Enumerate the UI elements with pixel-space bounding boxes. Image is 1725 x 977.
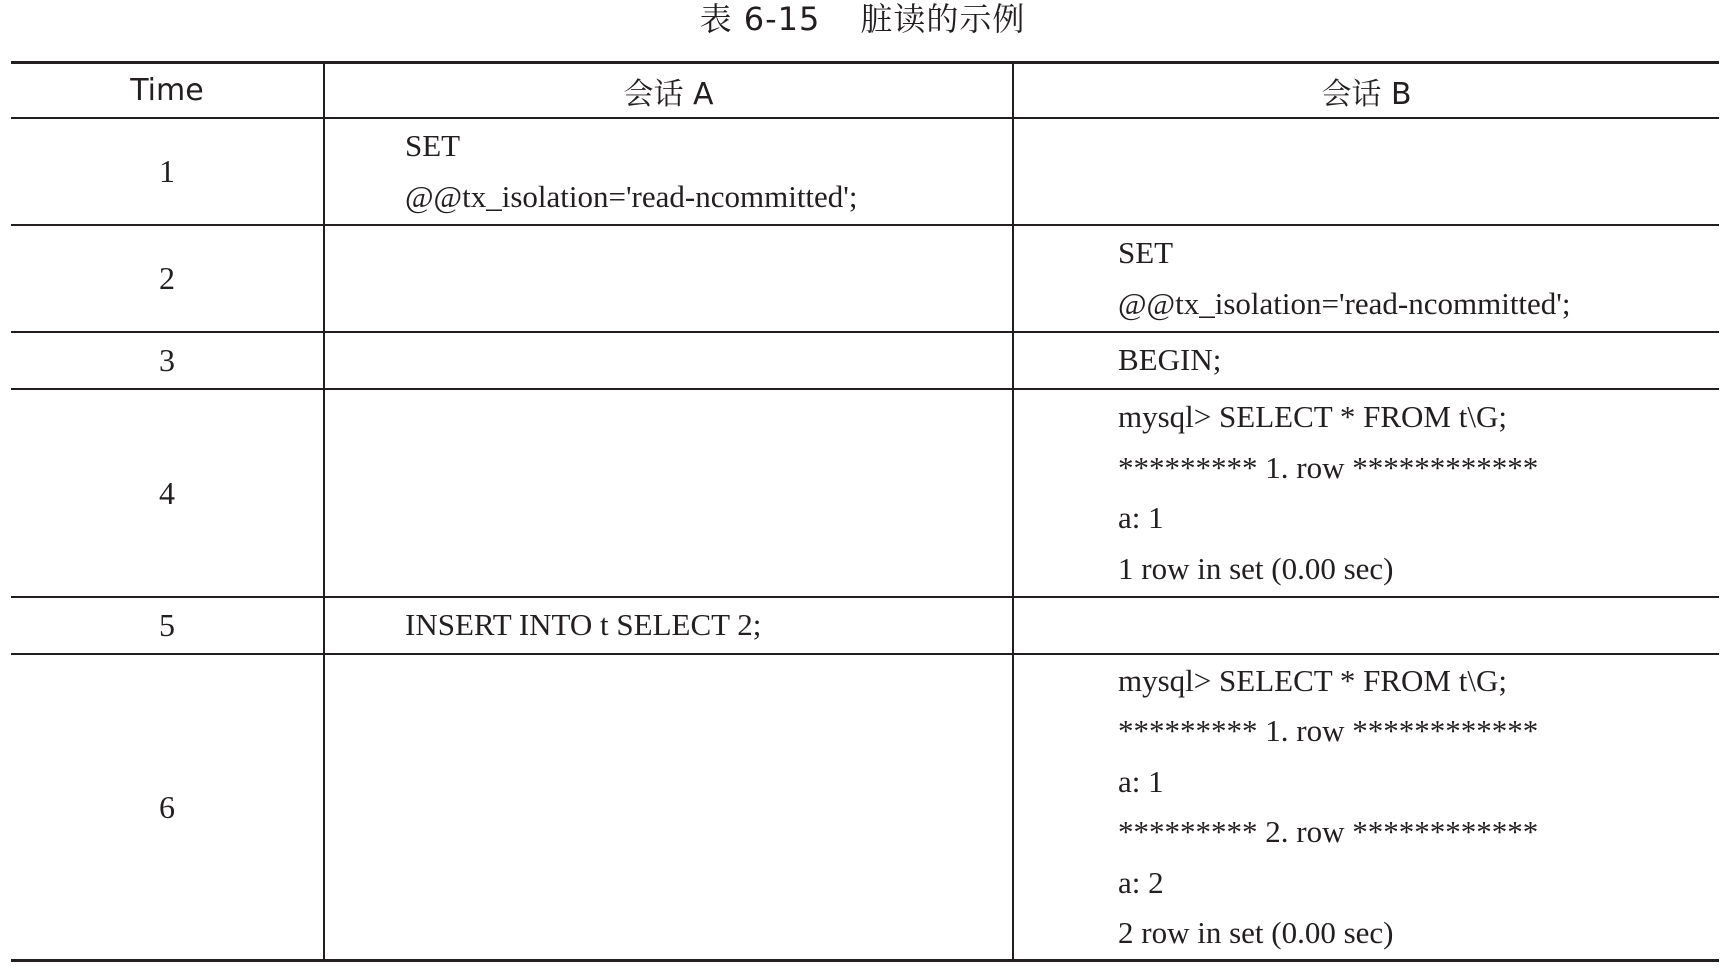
session-b-cell (1013, 389, 1719, 597)
table-row (11, 332, 1719, 389)
code-line: BEGIN; (1118, 342, 1222, 378)
time-cell: 4 (11, 389, 324, 597)
time-cell: 2 (11, 225, 324, 332)
code-line: ********* 2. row ************ (1118, 814, 1539, 849)
session-b-cell (1013, 118, 1719, 225)
time-cell: 6 (11, 654, 324, 961)
code-line: a: 2 (1118, 864, 1164, 900)
time-cell: 1 (11, 118, 324, 225)
code-line: ********* 1. row ************ (1118, 713, 1539, 748)
code-line: a: 1 (1118, 763, 1164, 799)
header-row (11, 63, 1719, 119)
table-title: 脏读的示例 (860, 0, 1026, 38)
time-cell: 3 (11, 332, 324, 389)
code-line: mysql> SELECT * FROM t\G; (1118, 399, 1507, 434)
session-b-cell (1013, 597, 1719, 654)
session-b-cell (1013, 332, 1719, 389)
dirty-read-table (11, 61, 1719, 962)
session-a-cell (324, 118, 1013, 225)
table-row (11, 389, 1719, 597)
session-a-cell (324, 654, 1013, 961)
code-line: 2 row in set (0.00 sec) (1118, 915, 1394, 950)
table-row (11, 597, 1719, 654)
code-line: @@tx_isolation='read-ncommitted'; (1118, 285, 1571, 321)
session-b-cell (1013, 654, 1719, 961)
code-line: INSERT INTO t SELECT 2; (405, 607, 762, 643)
table-number: 表 6-15 (699, 0, 821, 38)
table-caption (0, 0, 1725, 44)
session-b-cell (1013, 225, 1719, 332)
header-session-b: 会话 B (1013, 63, 1719, 119)
session-a-cell (324, 597, 1013, 654)
session-a-cell (324, 389, 1013, 597)
header-time: Time (11, 63, 324, 119)
session-a-cell (324, 332, 1013, 389)
code-line: @@tx_isolation='read-ncommitted'; (405, 178, 858, 214)
code-line: a: 1 (1118, 500, 1164, 535)
session-a-cell (324, 225, 1013, 332)
code-line: SET (1118, 235, 1174, 270)
table-row (11, 225, 1719, 332)
code-line: 1 row in set (0.00 sec) (1118, 550, 1394, 586)
time-cell: 5 (11, 597, 324, 654)
table-row (11, 654, 1719, 961)
header-session-a: 会话 A (324, 63, 1013, 119)
code-line: mysql> SELECT * FROM t\G; (1118, 662, 1507, 698)
code-line: ********* 1. row ************ (1118, 449, 1539, 485)
code-line: SET (405, 128, 461, 163)
table-row (11, 118, 1719, 225)
